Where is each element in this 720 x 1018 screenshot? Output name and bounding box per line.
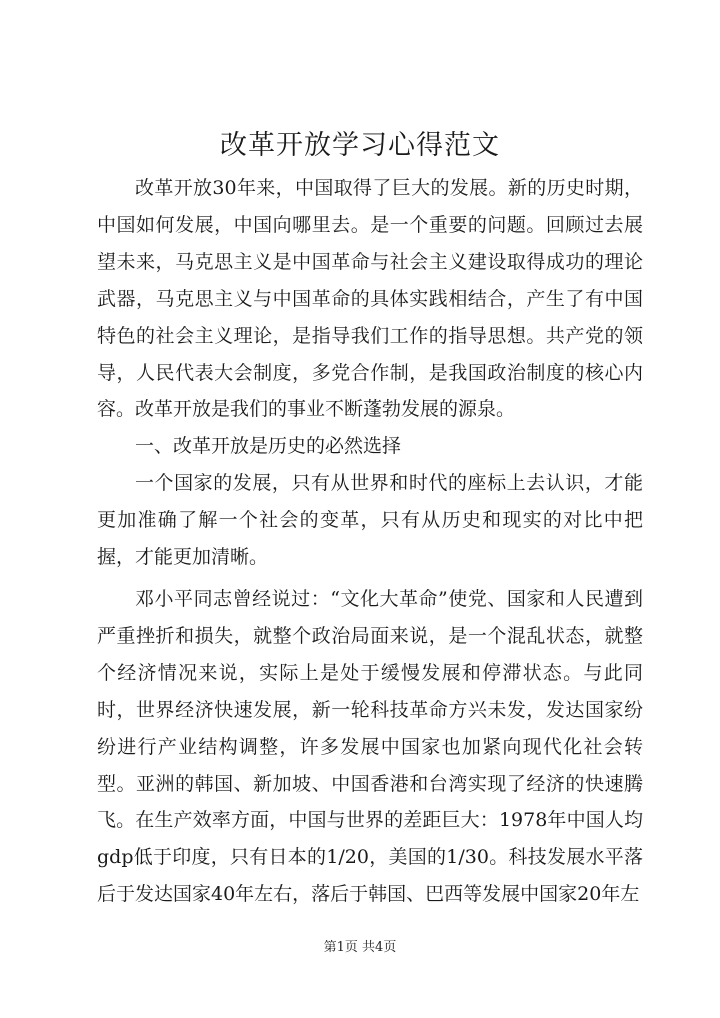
document-title: 改革开放学习心得范文 [220,130,500,161]
paragraph-intro: 改革开放30年来，中国取得了巨大的发展。新的历史时期，中国如何发展，中国向哪里去。是一个重要的问题。回顾过去展望未来，马克思主义是中国革命与社会主义建设取得成功的理论武器，马克思主义与中国革命的具体实践相结合，产生了有中国特色的社会主义理论，是指导我们工作的指导思想。共产党的领导，人民代表大会制度，多党合作制，是我国政治制度的核心内容。改革开放是我们的事业不断蓬勃发展的源泉。 [97,177,643,421]
paragraph-perspective: 一个国家的发展，只有从世界和时代的座标上去认识，才能更加准确了解一个社会的变革，只有从历史和现实的对比中把握，才能更加清晰。 [97,472,643,569]
section-heading: 一、改革开放是历史的必然选择 [135,435,402,458]
page-footer: 第1页 共4页 [323,940,397,955]
paragraph-deng-quote: 邓小平同志曾经说过：“文化大革命”使党、国家和人民遭到严重挫折和损失，就整个政治局面来说，是一个混乱状态，就整个经济情况来说，实际上是处于缓慢发展和停滞状态。与此同时，世界经济快速发展，新一轮科技革命方兴未发，发达国家纷纷进行产业结构调整，许多发展中国家也加紧向现代化社会转型。亚洲的韩国、新加坡、中国香港和台湾实现了经济的快速腾飞。在生产效率方面，中国与世界的差距巨大：1978年中国人均gdp低于印度，只有日本的1/20，美国的1/30。科技发展水平落后于发达国家40年左右，落后于韩国、巴西等发展中国家20年左 [97,587,643,906]
document-body [97,170,643,913]
